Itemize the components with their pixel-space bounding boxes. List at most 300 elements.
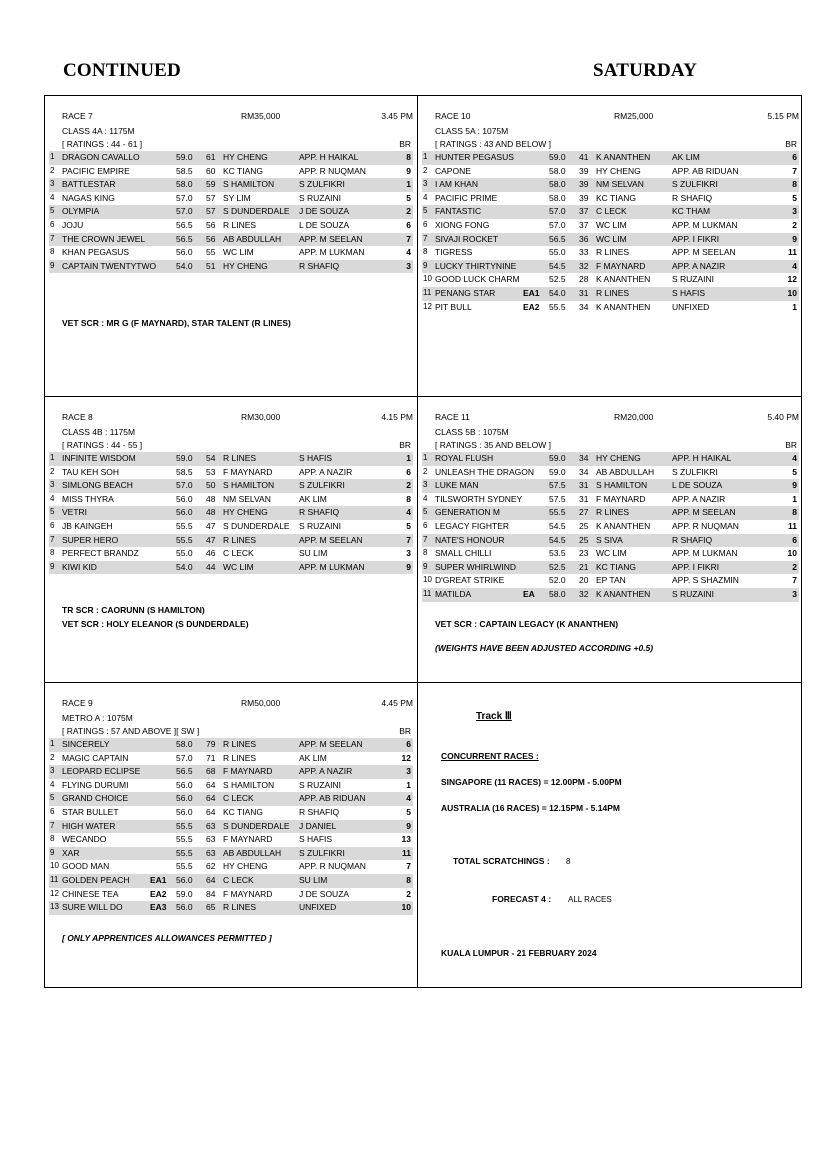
rating: 63 (206, 820, 216, 831)
runner-row (49, 246, 413, 260)
horse-name: WECANDO (62, 834, 107, 845)
trainer: J DE SOUZA (299, 206, 350, 217)
barrier: 5 (406, 192, 411, 203)
horse-name: FLYING DURUMI (62, 779, 129, 790)
runner-row (49, 260, 413, 274)
race-class: METRO A : 1075M (62, 713, 133, 723)
runner-row (49, 165, 413, 179)
runner-row (49, 888, 413, 902)
rating: 51 (206, 260, 216, 271)
race-title: RACE 10 (435, 111, 471, 121)
rating: 53 (206, 466, 216, 477)
jockey: R LINES (223, 752, 257, 763)
runner-number: 7 (423, 233, 428, 243)
barrier: 4 (406, 247, 411, 258)
runner-row (49, 151, 413, 165)
race-time: 4.15 PM (381, 412, 413, 422)
horse-name: SURE WILL DO (62, 902, 123, 913)
race-prize: RM35,000 (241, 111, 281, 121)
runner-number: 8 (50, 548, 55, 558)
trainer: R SHAFIQ (672, 192, 713, 203)
runner-row (49, 493, 413, 507)
horse-name: UNLEASH THE DRAGON (435, 466, 535, 477)
rating: 46 (206, 548, 216, 559)
horse-name: STAR BULLET (62, 806, 119, 817)
jockey: F MAYNARD (596, 493, 646, 504)
runner-row (49, 506, 413, 520)
runner-number: 6 (50, 806, 55, 816)
entry-tag: EA2 (150, 888, 167, 899)
trainer: APP. H HAIKAL (299, 152, 359, 162)
horse-name: GENERATION M (435, 507, 501, 518)
trainer: AK LIM (299, 752, 327, 763)
trainer: R SHAFIQ (299, 507, 340, 518)
trainer: S ZULFIKRI (299, 480, 345, 491)
rating: 31 (579, 287, 589, 298)
race-note: VET SCR : CAPTAIN LEGACY (K ANANTHEN) (435, 619, 619, 629)
rating: 25 (579, 520, 589, 531)
horse-name: MISS THYRA (62, 493, 114, 504)
page-header-right: SATURDAY (593, 60, 698, 81)
jockey: R LINES (223, 902, 257, 913)
horse-name: LEGACY FIGHTER (435, 520, 509, 531)
weight: 57.5 (549, 480, 566, 491)
weight: 56.0 (176, 874, 193, 885)
trainer: S RUZAINI (672, 588, 715, 599)
weight: 59.0 (176, 152, 193, 162)
weight: 58.0 (176, 739, 193, 749)
barrier: 7 (406, 233, 411, 244)
trainer: L DE SOUZA (299, 219, 350, 230)
runner-row (422, 561, 799, 575)
runner-number: 4 (50, 493, 55, 503)
barrier: 3 (792, 588, 797, 599)
jockey: S HAMILTON (223, 779, 275, 790)
rating: 36 (579, 233, 589, 244)
jockey: S DUNDERDALE (223, 520, 290, 531)
weight: 55.0 (176, 548, 193, 559)
weight: 57.0 (176, 752, 193, 763)
jockey: F MAYNARD (223, 466, 273, 477)
weight: 55.5 (176, 861, 193, 872)
rating: 41 (579, 152, 589, 162)
weight: 54.0 (176, 561, 193, 572)
runner-number: 1 (50, 739, 55, 748)
barrier: 11 (788, 520, 797, 531)
trainer: S ZULFIKRI (672, 179, 718, 190)
rating: 65 (206, 902, 216, 913)
barrier: 5 (406, 806, 411, 817)
barrier: 6 (406, 739, 411, 749)
jockey: WC LIM (596, 548, 627, 559)
trainer: J DE SOUZA (299, 888, 350, 899)
concurrent-races-title: CONCURRENT RACES : (441, 751, 539, 761)
race-title: RACE 11 (435, 412, 470, 422)
race-rating: [ RATINGS : 43 AND BELOW ] (435, 139, 552, 149)
race-title: RACE 9 (62, 698, 93, 708)
runner-number: 7 (423, 534, 428, 544)
barrier: 2 (406, 206, 411, 217)
runner-row (49, 847, 413, 861)
horse-name: D'GREAT STRIKE (435, 575, 505, 586)
runner-number: 11 (423, 588, 432, 598)
rating: 64 (206, 806, 216, 817)
barrier: 6 (406, 466, 411, 477)
weight: 54.0 (176, 260, 193, 271)
race-note: TR SCR : CAORUNN (S HAMILTON) (62, 605, 205, 615)
barrier: 6 (792, 534, 797, 545)
jockey: F MAYNARD (596, 260, 646, 271)
jockey: C LECK (596, 206, 627, 217)
trainer: AK LIM (672, 152, 700, 162)
runner-row (422, 547, 799, 561)
runner-row (422, 273, 799, 287)
weight: 55.5 (549, 301, 566, 312)
horse-name: PIT BULL (435, 301, 472, 312)
runner-row (49, 752, 413, 766)
entry-tag: EA1 (523, 287, 540, 298)
runner-number: 11 (423, 287, 432, 297)
race-class: CLASS 4B : 1175M (62, 427, 136, 437)
horse-name: LEOPARD ECLIPSE (62, 766, 141, 777)
trainer: APP. M SEELAN (299, 233, 363, 244)
horse-name: SMALL CHILLI (435, 548, 492, 559)
trainer: APP. A NAZIR (299, 766, 353, 777)
weight: 55.5 (176, 534, 193, 545)
concurrent-australia: AUSTRALIA (16 RACES) = 12.15PM - 5.14PM (441, 803, 620, 813)
barrier: 2 (792, 561, 797, 572)
runner-row (49, 479, 413, 493)
barrier-header: BR (785, 440, 797, 450)
trainer: APP. I FIKRI (672, 561, 720, 572)
weight: 59.0 (549, 152, 566, 162)
track-label: Track Ⅲ (476, 711, 512, 722)
barrier: 7 (792, 165, 797, 176)
rating: 61 (206, 152, 216, 162)
barrier: 2 (406, 480, 411, 491)
jockey: WC LIM (223, 561, 254, 572)
horse-name: HUNTER PEGASUS (435, 152, 514, 162)
runner-number: 8 (423, 548, 428, 558)
barrier: 11 (788, 247, 797, 258)
trainer: UNFIXED (299, 902, 337, 913)
weight: 55.5 (176, 520, 193, 531)
trainer: APP. M SEELAN (672, 247, 736, 258)
jockey: F MAYNARD (223, 834, 273, 845)
runner-number: 3 (50, 179, 55, 189)
runner-number: 8 (50, 247, 55, 257)
horse-name: NATE'S HONOUR (435, 534, 505, 545)
runner-number: 8 (50, 834, 55, 844)
horse-name: PACIFIC PRIME (435, 192, 498, 203)
jockey: SY LIM (223, 192, 251, 203)
horse-name: PERFECT BRANDZ (62, 548, 139, 559)
entry-tag: EA3 (150, 902, 167, 913)
horse-name: FANTASTIC (435, 206, 482, 217)
runner-number: 3 (50, 766, 55, 776)
jockey: HY CHENG (223, 260, 268, 271)
weight: 57.0 (176, 480, 193, 491)
runner-row (49, 452, 413, 466)
barrier: 1 (406, 779, 411, 790)
horse-name: XAR (62, 847, 80, 858)
barrier: 3 (406, 766, 411, 777)
rating: 34 (579, 466, 589, 477)
rating: 33 (579, 247, 589, 258)
runner-list (422, 151, 799, 314)
rating: 54 (206, 453, 216, 463)
info-panel (418, 683, 803, 989)
weight: 58.0 (549, 588, 566, 599)
rating: 79 (206, 739, 216, 749)
horse-name: LUKE MAN (435, 480, 479, 491)
horse-name: PENANG STAR (435, 287, 496, 298)
runner-row (422, 205, 799, 219)
jockey: WC LIM (596, 219, 627, 230)
jockey: HY CHENG (223, 507, 268, 518)
horse-name: TILSWORTH SYDNEY (435, 493, 523, 504)
race-time: 5.15 PM (767, 111, 799, 121)
barrier-header: BR (399, 139, 411, 149)
trainer: APP. M LUKMAN (299, 247, 365, 258)
weight: 58.0 (176, 179, 193, 190)
horse-name: THE CROWN JEWEL (62, 233, 146, 244)
barrier: 8 (792, 179, 797, 190)
runner-row (49, 806, 413, 820)
runner-number: 5 (423, 507, 428, 517)
trainer: APP. H HAIKAL (672, 453, 732, 463)
rating: 71 (206, 752, 216, 763)
race-class: CLASS 4A : 1175M (62, 126, 135, 136)
rating: 57 (206, 206, 216, 217)
weight: 52.0 (549, 575, 566, 586)
weight: 55.0 (549, 247, 566, 258)
weight: 56.0 (176, 779, 193, 790)
horse-name: CAPONE (435, 165, 471, 176)
barrier: 6 (406, 219, 411, 230)
horse-name: SIVAJI ROCKET (435, 233, 499, 244)
trainer: APP. AB RIDUAN (299, 793, 366, 804)
race-time: 5.40 PM (767, 412, 799, 422)
rating: 39 (579, 165, 589, 176)
weight: 58.5 (176, 165, 193, 176)
barrier: 7 (406, 861, 411, 872)
runner-list (49, 452, 413, 574)
horse-name: GRAND CHOICE (62, 793, 129, 804)
trainer: APP. M LUKMAN (299, 561, 365, 572)
race-7-panel (45, 96, 417, 396)
barrier: 9 (792, 233, 797, 244)
barrier: 4 (792, 453, 797, 463)
jockey: K ANANTHEN (596, 274, 651, 285)
weight: 55.5 (176, 847, 193, 858)
horse-name: MATILDA (435, 588, 472, 599)
race-rating: [ RATINGS : 44 - 55 ] (62, 440, 143, 450)
runner-number: 9 (423, 561, 428, 571)
barrier: 8 (792, 507, 797, 518)
runner-row (49, 874, 413, 888)
weight: 57.0 (549, 219, 566, 230)
barrier: 1 (792, 493, 797, 504)
jockey: R LINES (596, 507, 630, 518)
barrier: 9 (406, 561, 411, 572)
horse-name: KHAN PEGASUS (62, 247, 130, 258)
runner-number: 3 (423, 179, 428, 189)
barrier: 5 (406, 520, 411, 531)
runner-number: 10 (50, 861, 59, 871)
jockey: HY CHENG (223, 152, 268, 162)
runner-row (49, 178, 413, 192)
weight: 59.0 (176, 888, 193, 899)
barrier: 5 (792, 192, 797, 203)
weight: 56.0 (176, 793, 193, 804)
horse-name: TAU KEH SOH (62, 466, 119, 477)
runner-row (49, 820, 413, 834)
barrier: 8 (406, 493, 411, 504)
runner-number: 6 (50, 520, 55, 530)
rating: 34 (579, 301, 589, 312)
horse-name: BATTLESTAR (62, 179, 116, 190)
weight: 55.5 (176, 820, 193, 831)
trainer: R SHAFIQ (299, 260, 340, 271)
trainer: APP. R NUQMAN (672, 520, 739, 531)
rating: 44 (206, 561, 216, 572)
runner-number: 4 (50, 192, 55, 202)
trainer: UNFIXED (672, 301, 710, 312)
race-title: RACE 7 (62, 111, 93, 121)
weight: 57.0 (176, 192, 193, 203)
weight: 56.0 (176, 902, 193, 913)
runner-row (422, 301, 799, 315)
rating: 64 (206, 874, 216, 885)
weight: 59.0 (176, 453, 193, 463)
trainer: S RUZAINI (299, 520, 342, 531)
race-prize: RM50,000 (241, 698, 281, 708)
trainer: KC THAM (672, 206, 711, 217)
jockey: KC TIANG (596, 561, 636, 572)
barrier: 9 (406, 165, 411, 176)
barrier-header: BR (399, 440, 411, 450)
race-class: CLASS 5A : 1075M (435, 126, 509, 136)
race-note: [ ONLY APPRENTICES ALLOWANCES PERMITTED ] (62, 933, 272, 943)
race-note: VET SCR : HOLY ELEANOR (S DUNDERDALE) (62, 619, 249, 629)
runner-number: 1 (423, 152, 428, 161)
jockey: NM SELVAN (223, 493, 271, 504)
runner-row (422, 219, 799, 233)
horse-name: CHINESE TEA (62, 888, 119, 899)
rating: 34 (579, 453, 589, 463)
rating: 55 (206, 247, 216, 258)
trainer: SU LIM (299, 548, 328, 559)
weight: 55.5 (549, 507, 566, 518)
weight: 52.5 (549, 274, 566, 285)
runner-row (422, 178, 799, 192)
runner-number: 7 (50, 820, 55, 830)
jockey: S DUNDERDALE (223, 206, 290, 217)
runner-number: 5 (50, 206, 55, 216)
barrier: 4 (406, 793, 411, 804)
runner-list (49, 738, 413, 915)
jockey: S SIVA (596, 534, 623, 545)
runner-list (422, 452, 799, 602)
runner-number: 5 (50, 507, 55, 517)
weight: 56.5 (176, 233, 193, 244)
rating: 63 (206, 847, 216, 858)
trainer: S ZULFIKRI (672, 466, 718, 477)
rating: 48 (206, 493, 216, 504)
runner-row (49, 520, 413, 534)
runner-number: 12 (423, 301, 432, 311)
horse-name: HIGH WATER (62, 820, 116, 831)
weight: 56.0 (176, 247, 193, 258)
runner-row (422, 260, 799, 274)
rating: 31 (579, 493, 589, 504)
horse-name: OLYMPIA (62, 206, 100, 217)
barrier: 2 (406, 888, 411, 899)
runner-row (422, 506, 799, 520)
barrier: 7 (792, 575, 797, 586)
barrier: 7 (406, 534, 411, 545)
runner-number: 4 (50, 779, 55, 789)
horse-name: XIONG FONG (435, 219, 490, 230)
runner-number: 3 (423, 480, 428, 490)
runner-row (49, 901, 413, 915)
runner-number: 2 (50, 165, 55, 175)
rating: 57 (206, 192, 216, 203)
jockey: S DUNDERDALE (223, 820, 290, 831)
jockey: R LINES (223, 739, 257, 749)
horse-name: ROYAL FLUSH (435, 453, 494, 463)
runner-row (422, 493, 799, 507)
horse-name: SUPER HERO (62, 534, 119, 545)
jockey: KC TIANG (223, 165, 263, 176)
weight: 57.0 (176, 206, 193, 217)
barrier-header: BR (785, 139, 797, 149)
barrier: 8 (406, 874, 411, 885)
trainer: S HAFIS (672, 287, 706, 298)
jockey: S HAMILTON (223, 179, 275, 190)
barrier: 3 (406, 260, 411, 271)
jockey: R LINES (596, 287, 630, 298)
runner-number: 2 (423, 466, 428, 476)
barrier: 1 (406, 453, 411, 463)
runner-row (422, 466, 799, 480)
rating: 37 (579, 219, 589, 230)
runner-row (49, 860, 413, 874)
runner-number: 1 (50, 453, 55, 462)
runner-row (49, 833, 413, 847)
barrier: 1 (792, 301, 797, 312)
rating: 32 (579, 260, 589, 271)
runner-number: 9 (423, 260, 428, 270)
runner-number: 7 (50, 233, 55, 243)
weight: 58.5 (176, 466, 193, 477)
jockey: HY CHENG (596, 165, 641, 176)
trainer: L DE SOUZA (672, 480, 723, 491)
barrier: 4 (792, 260, 797, 271)
barrier: 9 (406, 820, 411, 831)
runner-number: 9 (50, 561, 55, 571)
rating: 62 (206, 861, 216, 872)
entry-tag: EA (523, 588, 535, 599)
rating: 39 (579, 192, 589, 203)
barrier: 8 (406, 152, 411, 162)
horse-name: GOLDEN PEACH (62, 874, 130, 885)
race-prize: RM25,000 (614, 111, 654, 121)
rating: 68 (206, 766, 216, 777)
jockey: K ANANTHEN (596, 588, 651, 599)
race-card-frame (44, 95, 802, 988)
